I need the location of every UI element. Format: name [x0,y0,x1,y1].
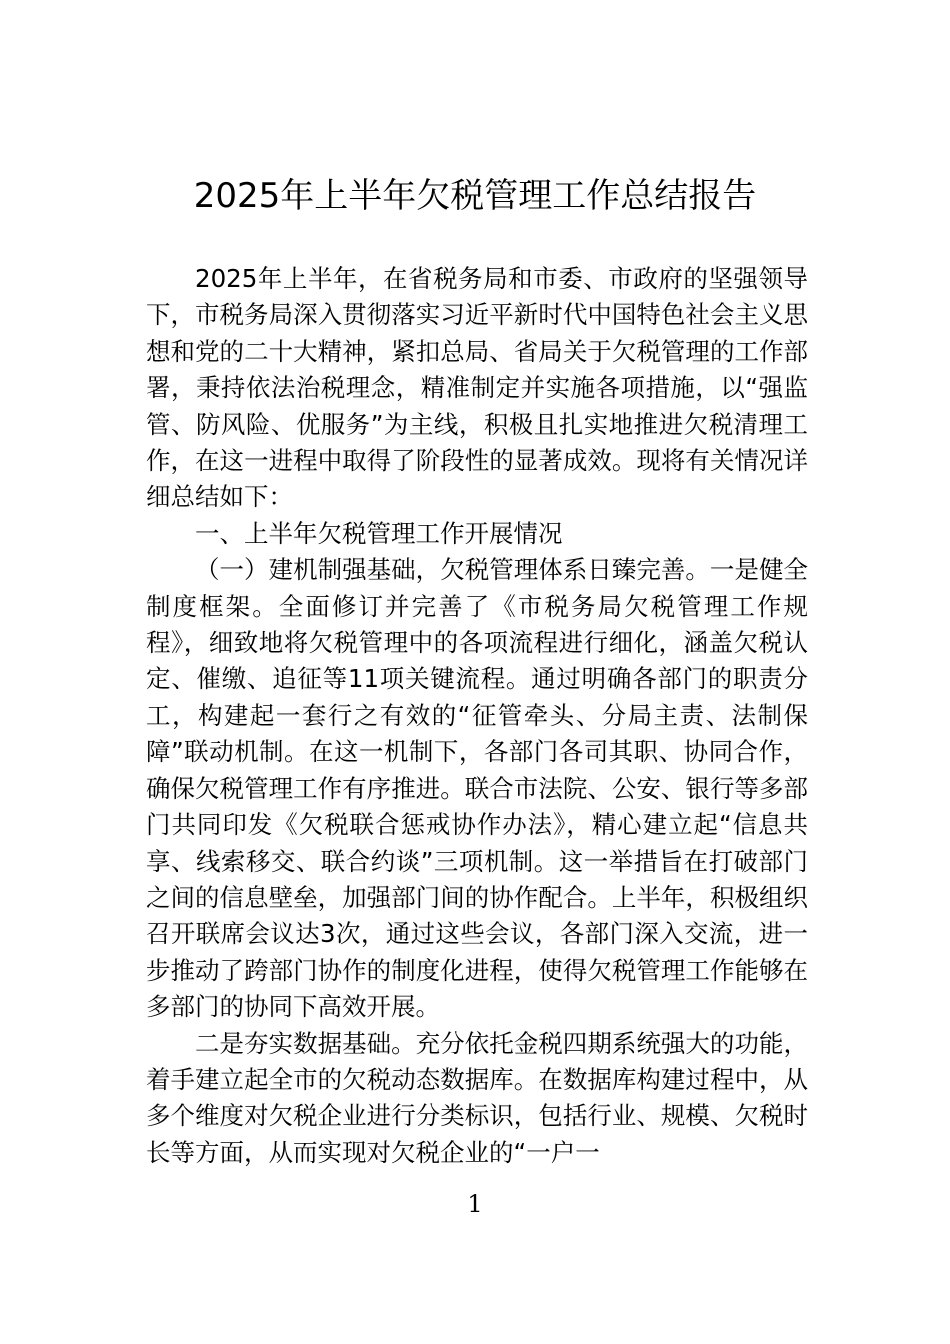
document-title: 2025年上半年欠税管理工作总结报告 [193,176,757,216]
data-foundation-paragraph: 二是夯实数据基础。充分依托金税四期系统强大的功能，着手建立起全市的欠税动态数据库。在数据库构建过程中，从多个维度对欠税企业进行分类标识，包括行业、规模、欠税时长等方面，从而实现对欠税企业的“一户一 [146,1028,808,1167]
intro-paragraph: 2025年上半年，在省税务局和市委、市政府的坚强领导下，市税务局深入贯彻落实习近平新时代中国特色社会主义思想和党的二十大精神，紧扣总局、省局关于欠税管理的工作部署，秉持依法治税理念，精准制定并实施各项措施，以“强监管、防风险、优服务”为主线，积极且扎实地推进欠税清理工作，在这一进程中取得了阶段性的显著成效。现将有关情况详细总结如下： [146,264,808,512]
document-body [146,261,808,1171]
subsection-paragraph: （一）建机制强基础，欠税管理体系日臻完善。一是健全制度框架。全面修订并完善了《市税务局欠税管理工作规程》，细致地将欠税管理中的各项流程进行细化，涵盖欠税认定、催缴、追征等11项关键流程。通过明确各部门的职责分工，构建起一套行之有效的“征管牵头、分局主责、法制保障”联动机制。在这一机制下，各部门各司其职、协同合作，确保欠税管理工作有序推进。联合市法院、公安、银行等多部门共同印发《欠税联合惩戒协作办法》，精心建立起“信息共享、线索移交、联合约谈”三项机制。这一举措旨在打破部门之间的信息壁垒，加强部门间的协作配合。上半年，积极组织召开联席会议达3次，通过这些会议，各部门深入交流，进一步推动了跨部门协作的制度化进程，使得欠税管理工作能够在多部门的协同下高效开展。 [146,555,808,1022]
section-heading: 一、上半年欠税管理工作开展情况 [195,518,563,548]
page-number: 1 [467,1190,483,1218]
